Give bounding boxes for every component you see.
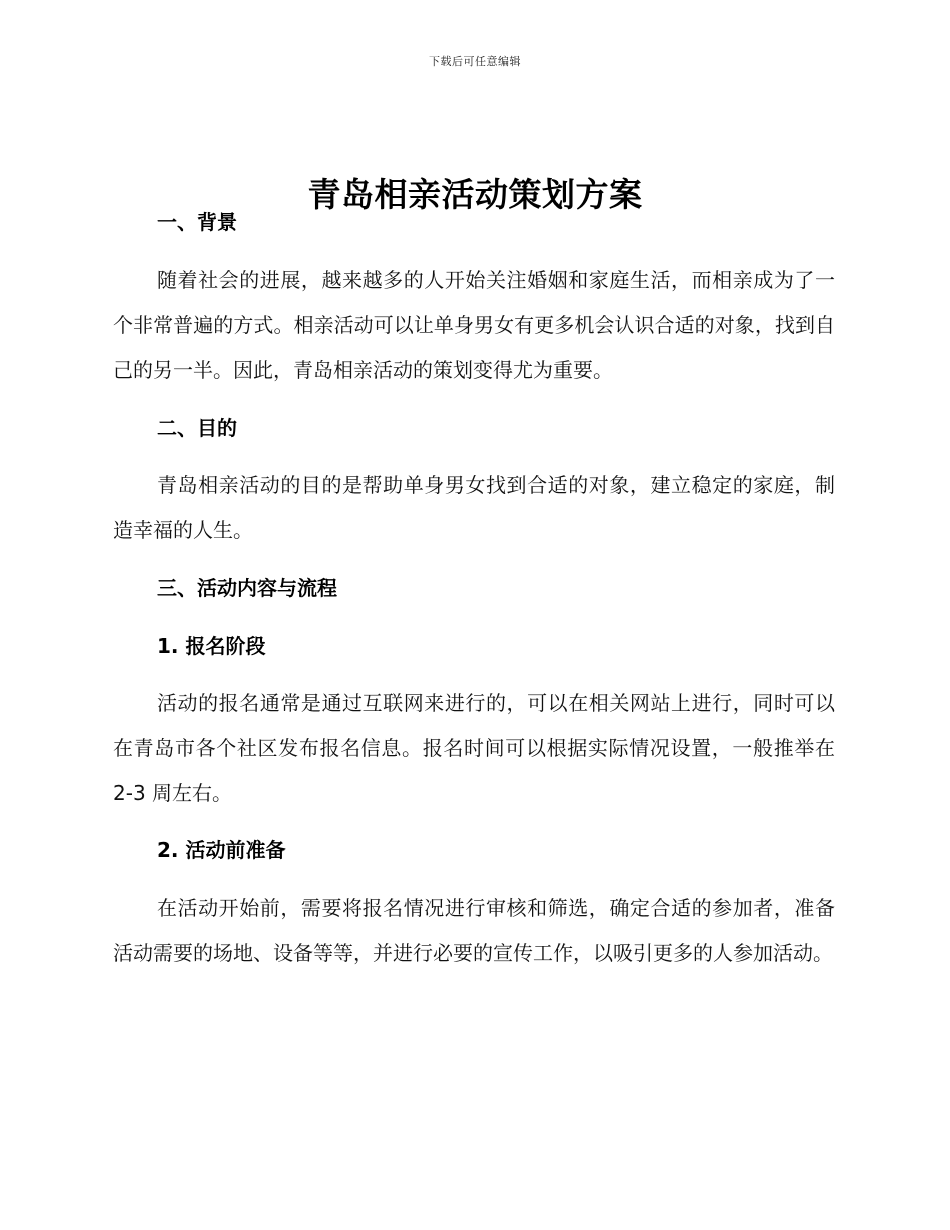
section-paragraph-background: 随着社会的进展，越来越多的人开始关注婚姻和家庭生活，而相亲成为了一个非常普遍的方式。相亲活动可以让单身男女有更多机会认识合适的对象，找到自己的另一半。因此，青岛相亲活动的策划变得尤为重要。 <box>113 268 835 382</box>
section-paragraph-purpose: 青岛相亲活动的目的是帮助单身男女找到合适的对象，建立稳定的家庭，制造幸福的人生。 <box>113 473 835 542</box>
subsection-heading-registration: 1. 报名阶段 <box>157 634 266 658</box>
header-note: 下载后可任意编辑 <box>429 55 521 68</box>
document-title: 青岛相亲活动策划方案 <box>307 175 643 215</box>
subsection-paragraph-preparation: 在活动开始前，需要将报名情况进行审核和筛选，确定合适的参加者，准备活动需要的场地、设备等等，并进行必要的宣传工作，以吸引更多的人参加活动。 <box>113 896 835 965</box>
document-body <box>113 198 835 976</box>
subsection-paragraph-registration: 活动的报名通常是通过互联网来进行的，可以在相关网站上进行，同时可以在青岛市各个社区发布报名信息。报名时间可以根据实际情况设置，一般推举在 2-3 周左右。 <box>113 691 835 805</box>
section-heading-content-process: 三、活动内容与流程 <box>157 576 337 600</box>
section-heading-purpose: 二、目的 <box>157 416 237 440</box>
subsection-heading-preparation: 2. 活动前准备 <box>157 838 286 862</box>
section-heading-background: 一、背景 <box>157 210 237 234</box>
